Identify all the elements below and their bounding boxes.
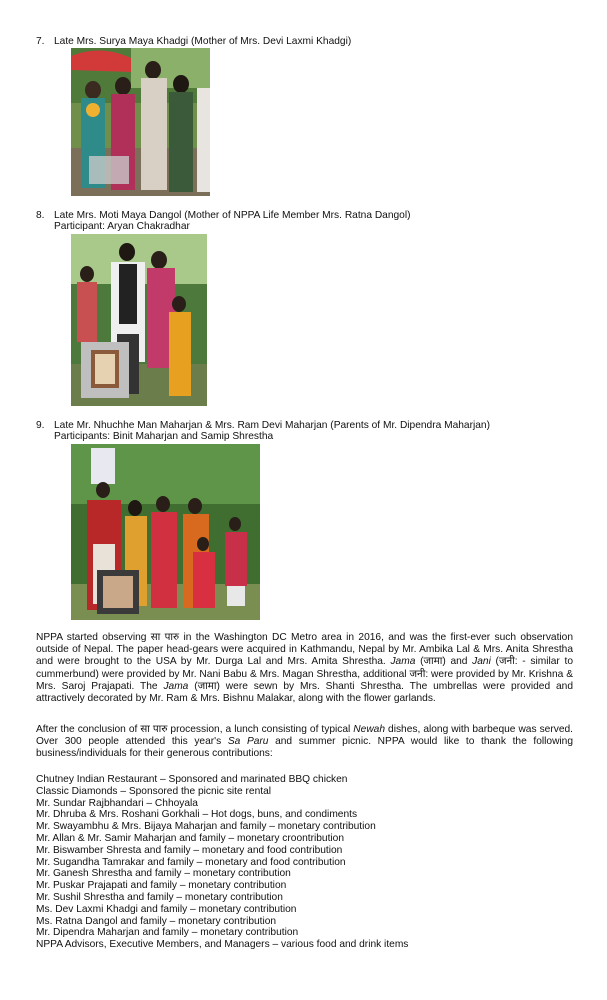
- entry-title: Late Mrs. Moti Maya Dangol (Mother of NPPA Life Member Mrs. Ratna Dangol): [54, 210, 411, 221]
- list-item: Mr. Puskar Prajapati and family – monetary contribution: [36, 880, 287, 892]
- list-item: Mr. Allan & Mr. Samir Maharjan and family – monetary croontribution: [36, 832, 345, 844]
- list-item: Mr. Sundar Rajbhandari – Chhoyala: [36, 797, 198, 809]
- list-item: Mr. Dhruba & Mrs. Roshani Gorkhali – Hot dogs, buns, and condiments: [36, 809, 358, 821]
- contributions-list: [36, 774, 576, 951]
- photo-family-group-1: [71, 48, 210, 196]
- list-item: NPPA Advisors, Executive Members, and Managers – various food and drink items: [36, 939, 409, 951]
- entry-number: 8.: [36, 210, 45, 221]
- memorial-entry-7: [36, 36, 351, 47]
- list-item: Classic Diamonds – Sponsored the picnic site rental: [36, 785, 271, 797]
- list-item: Ms. Ratna Dangol and family – monetary contribution: [36, 915, 277, 927]
- list-item: Mr. Sugandha Tamrakar and family – monetary and food contribution: [36, 856, 346, 868]
- list-item: Mr. Sushil Shrestha and family – monetary contribution: [36, 891, 283, 903]
- memorial-entry-9: [36, 420, 490, 442]
- lunch-paragraph: After the conclusion of सा पारु procession, a lunch consisting of typical Newah dishes, along with barbeque was served. Over 300 people attended this year's Sa Paru and summer picnic. NPPA would like to thank the following business/individuals for their generous contributions:: [36, 724, 574, 760]
- entry-participants: Participants: Binit Maharjan and Samip Shrestha: [54, 431, 274, 442]
- entry-title: Late Mr. Nhuchhe Man Maharjan & Mrs. Ram Devi Maharjan (Parents of Mr. Dipendra Maharjan): [54, 420, 490, 431]
- list-item: Mr. Biswamber Shresta and family – monetary and food contribution: [36, 844, 343, 856]
- entry-participants: Participant: Aryan Chakradhar: [54, 221, 190, 232]
- list-item: Ms. Dev Laxmi Khadgi and family – monetary contribution: [36, 903, 297, 915]
- entry-number: 9.: [36, 420, 45, 431]
- list-item: Chutney Indian Restaurant – Sponsored and marinated BBQ chicken: [36, 774, 348, 785]
- list-item: Mr. Ganesh Shrestha and family – monetary contribution: [36, 868, 291, 880]
- list-item: Mr. Swayambhu & Mrs. Bijaya Maharjan and family – monetary contribution: [36, 821, 376, 833]
- list-item: Mr. Dipendra Maharjan and family – monetary contribution: [36, 927, 299, 939]
- photo-family-group-2: [71, 234, 207, 406]
- history-paragraph: NPPA started observing सा पारु in the Washington DC Metro area in 2016, and was the first-ever such observation outside of Nepal. The paper head-gears were acquired in Kathmandu, Nepal by Mr. Ambika Lal & Mrs. Anita Shrestha and were brought to the USA by Mr. Durga Lal and Mrs. Amita Shrestha. Jama (जामा) and Jani (जनी: - similar to cummerbund) were provided by Mr. Nani Babu & Mrs. Magan Shrestha, additional जनी: were provided by Mr. Krishna & Mrs. Saroj Prajapati. The Jama (जामा) were sewn by Mrs. Shanti Shrestha. The umbrellas were provided and attractively decorated by Mr. Ram & Mrs. Bishnu Malakar, along with the flower garlands.: [36, 632, 574, 705]
- entry-title: Late Mrs. Surya Maya Khadgi (Mother of Mrs. Devi Laxmi Khadgi): [54, 36, 352, 47]
- memorial-entry-8: [36, 210, 411, 232]
- photo-family-group-3: [71, 444, 260, 620]
- entry-number: 7.: [36, 36, 45, 47]
